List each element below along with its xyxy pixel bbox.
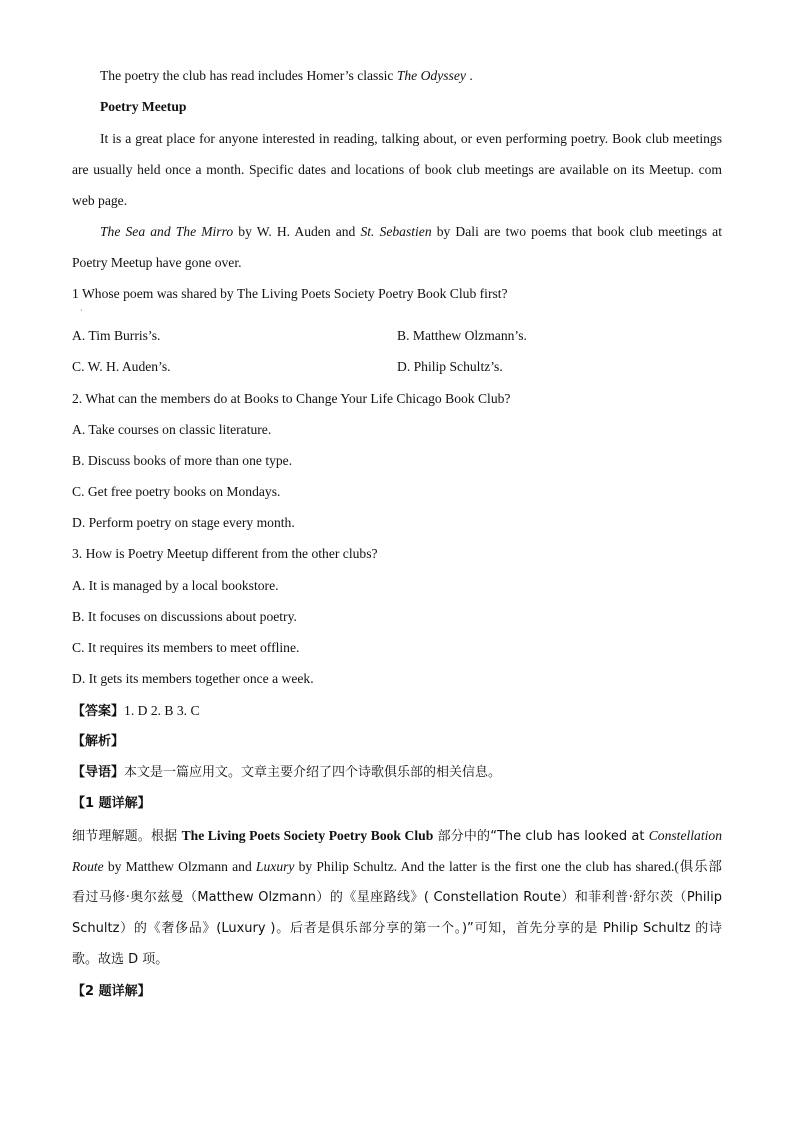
q3-option-d: D. It gets its members together once a week. bbox=[72, 671, 314, 686]
detail1-text-c: 部分中的“The club has looked at bbox=[433, 829, 649, 844]
q3-stem: 3. How is Poetry Meetup different from the other clubs? bbox=[72, 546, 378, 561]
guide-text: 本文是一篇应用文。文章主要介绍了四个诗歌俱乐部的相关信息。 bbox=[124, 765, 502, 780]
detail1-line1 bbox=[72, 826, 722, 847]
q1-stem: 1 Whose poem was shared by The Living Poets Society Poetry Book Club first? bbox=[72, 286, 508, 301]
detail2-label: 【2 题详解】 bbox=[72, 984, 151, 999]
detail1-line4: Schultz）的《奢侈品》(Luxury )。后者是俱乐部分享的第一个。)”可知，首先分享的是 Philip Schultz 的诗 bbox=[72, 921, 722, 936]
q1-option-b: B. Matthew Olzmann’s. bbox=[397, 328, 527, 343]
detail1-text-b: by Matthew Olzmann and bbox=[103, 859, 256, 874]
q2-stem: 2. What can the members do at Books to Change Your Life Chicago Book Club? bbox=[72, 391, 511, 406]
q1-option-d: D. Philip Schultz’s. bbox=[397, 359, 503, 374]
club-name: The Living Poets Society Poetry Book Club bbox=[181, 828, 434, 843]
guide-line bbox=[72, 763, 722, 783]
q3-option-c: C. It requires its members to meet offline. bbox=[72, 640, 300, 655]
luxury-title: Luxury bbox=[255, 859, 295, 874]
para1-line2: are usually held once a month. Specific dates and locations of book club meetings are available on its Meetup. com bbox=[72, 162, 722, 177]
poem-title-sea: The Sea and The Mirro bbox=[100, 224, 234, 239]
intro-tail: . bbox=[465, 68, 473, 83]
detail1-line3: 看过马修·奥尔兹曼（Matthew Olzmann）的《星座路线》( Constellation Route）和菲利普·舒尔茨（Philip bbox=[72, 890, 722, 905]
intro-text: The poetry the club has read includes Homer’s classic bbox=[100, 68, 397, 83]
q2-option-d: D. Perform poetry on stage every month. bbox=[72, 515, 295, 530]
detail1-line2 bbox=[72, 857, 722, 877]
para2-line1 bbox=[100, 222, 722, 242]
intro-line bbox=[100, 66, 722, 86]
detail1-text-a: 细节理解题。根据 bbox=[72, 829, 182, 844]
q1-option-c: C. W. H. Auden’s. bbox=[72, 359, 171, 374]
q2-option-a: A. Take courses on classic literature. bbox=[72, 422, 272, 437]
para1-line3: web page. bbox=[72, 193, 128, 208]
answer-label: 【答案】 bbox=[72, 704, 125, 719]
detail1-line5: 歌。故选 D 项。 bbox=[72, 952, 169, 967]
odyssey-title: The Odyssey bbox=[396, 68, 466, 83]
para1-line1: It is a great place for anyone interested in reading, talking about, or even performing poetry. Book club meetings bbox=[100, 131, 722, 146]
poem-title-sebastien: St. Sebastien bbox=[360, 224, 432, 239]
section-heading: Poetry Meetup bbox=[100, 99, 187, 114]
detail1-text-d: by Philip Schultz. And the latter is the first one the club has shared.(俱乐部 bbox=[294, 859, 722, 874]
route-title: Route bbox=[72, 859, 104, 874]
q3-option-b: B. It focuses on discussions about poetry. bbox=[72, 609, 297, 624]
para2-text-a: by W. H. Auden and bbox=[233, 224, 361, 239]
q2-option-c: C. Get free poetry books on Mondays. bbox=[72, 484, 281, 499]
guide-label: 【导语】 bbox=[72, 765, 125, 780]
para2-line2: Poetry Meetup have gone over. bbox=[72, 255, 242, 270]
q1-option-a: A. Tim Burris’s. bbox=[72, 328, 161, 343]
constellation-title: Constellation bbox=[648, 828, 722, 843]
para2-text-b: by Dali are two poems that book club meetings at bbox=[431, 224, 722, 239]
analysis-label: 【解析】 bbox=[72, 734, 125, 749]
answer-values: 1. D 2. B 3. C bbox=[124, 703, 200, 718]
q2-option-b: B. Discuss books of more than one type. bbox=[72, 453, 293, 468]
detail1-label: 【1 题详解】 bbox=[72, 796, 151, 811]
answer-line bbox=[72, 701, 722, 722]
q3-option-a: A. It is managed by a local bookstore. bbox=[72, 578, 279, 593]
stray-dot: · bbox=[80, 306, 83, 315]
